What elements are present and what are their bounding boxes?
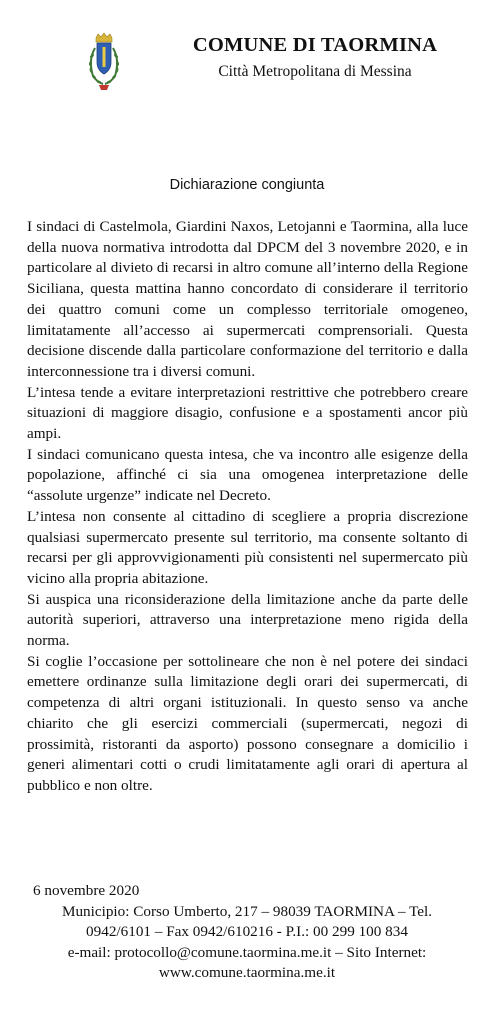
- coat-of-arms-icon: [84, 32, 124, 94]
- document-date: 6 novembre 2020: [33, 882, 140, 899]
- body-paragraph: Si auspica una riconsiderazione della limitazione anche da parte delle autorità superiori, attraverso una interpretazione meno rigida della norma.: [27, 590, 468, 650]
- body-paragraph: I sindaci di Castelmola, Giardini Naxos, Letojanni e Taormina, alla luce della nuova normativa introdotta dal DPCM del 3 novembre 2020, e in particolare al divieto di recarsi in altro comune all’interno della Regione Siciliana, questa mattina hanno concordato di considerare il territorio dei quattro comuni come un complesso territoriale omogeneo, limitatamente all’accesso ai supermercati comprensoriali. Questa decisione discende dalla particolare conformazione del territorio e dalla interconnessione tra i diversi comuni.: [27, 218, 468, 380]
- body-paragraph: L’intesa tende a evitare interpretazioni restrittive che potrebbero creare situazioni di maggiore disagio, confusione e a spostamenti ancor più ampi.: [27, 383, 468, 443]
- footer-phone-fax: 0942/6101 – Fax 0942/610216 - P.I.: 00 299 100 834: [86, 923, 408, 941]
- municipality-name: COMUNE DI TAORMINA: [192, 34, 438, 56]
- footer-website: www.comune.taormina.me.it: [158, 964, 336, 982]
- document-body: [27, 217, 468, 797]
- document-title: Dichiarazione congiunta: [169, 177, 325, 193]
- body-paragraph: Si coglie l’occasione per sottolineare che non è nel potere dei sindaci emettere ordinanze sulla limitazione degli orari dei supermercati, di competenza di altri organi istituzionali. In questo senso va anche chiarito che gli esercizi commerciali (supermercati, negozi di prossimità, ristoranti da asporto) possono consegnare a domicilio i generi alimentari cotti o crudi limitatamente agli orari di apertura al pubblico e non oltre.: [27, 652, 468, 794]
- body-paragraph: L’intesa non consente al cittadino di scegliere a propria discrezione qualsiasi supermercato presente sul territorio, ma consente soltanto di recarsi per gli approvvigionamenti più consistenti nel supermercato più vicino alla propria abitazione.: [27, 507, 468, 587]
- body-paragraph: I sindaci comunicano questa intesa, che va incontro alle esigenze della popolazione, affinché ci sia una omogenea interpretazione delle “assolute urgenze” indicate nel Decreto.: [27, 445, 468, 505]
- footer-contacts: [0, 902, 494, 984]
- footer-address: Municipio: Corso Umberto, 217 – 98039 TAORMINA – Tel.: [61, 903, 433, 920]
- municipality-subtitle: Città Metropolitana di Messina: [218, 63, 412, 80]
- footer-email: e-mail: protocollo@comune.taormina.me.it – Sito Internet:: [67, 943, 427, 961]
